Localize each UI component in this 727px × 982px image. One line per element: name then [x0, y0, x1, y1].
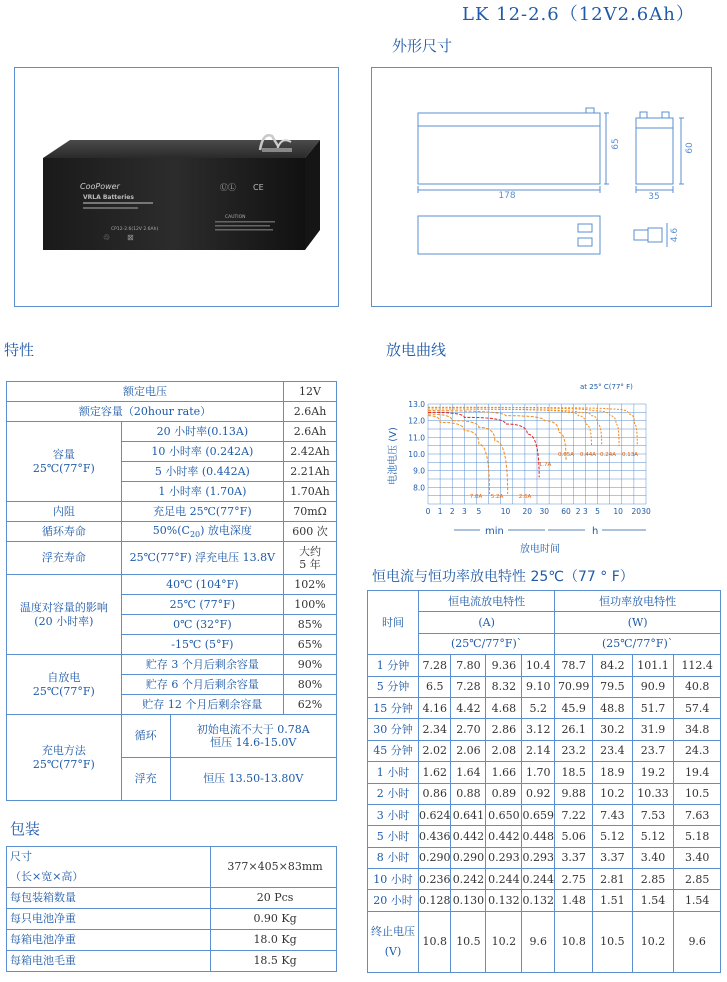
resistance-value: 70mΩ: [284, 502, 337, 522]
current-cell: 6.5: [418, 676, 451, 697]
table-row: [7, 847, 337, 888]
cc-header: 恒电流放电特性: [418, 591, 554, 612]
table-header-row: [368, 633, 721, 654]
current-cell: 0.290: [418, 847, 451, 868]
pack-value: 18.5 Kg: [211, 951, 337, 972]
size-label-2: （长×宽×高）: [10, 870, 84, 883]
y-tick-label: 10.0: [408, 450, 425, 459]
float-life-label: 浮充寿命: [7, 542, 122, 575]
power-cell: 40.8: [674, 676, 721, 697]
table-row: [368, 762, 721, 783]
current-cell: 0.236: [418, 869, 451, 890]
power-cell: 7.43: [593, 804, 633, 825]
cycle-cond-text: 50%(C: [152, 523, 190, 537]
min-axis-label: min: [485, 526, 504, 537]
temp-value: 85%: [284, 615, 337, 635]
cycle-life-label: 循环寿命: [7, 522, 122, 542]
size-label-1: 尺寸: [10, 850, 32, 863]
capacity-label-text: 容量: [52, 448, 75, 462]
capacity-value: 2.42Ah: [284, 442, 337, 462]
self-discharge-value: 90%: [284, 655, 337, 675]
time-cell: 15 分钟: [368, 697, 419, 718]
cp-header: 恒功率放电特性: [555, 591, 721, 612]
dimension-drawing: [372, 68, 711, 306]
time-cell: 3 小时: [368, 804, 419, 825]
y-tick-label: 12.0: [408, 416, 425, 426]
power-cell: 19.2: [632, 762, 674, 783]
current-cell: 0.436: [418, 826, 451, 847]
time-cell: 2 小时: [368, 783, 419, 804]
table-row: [368, 719, 721, 740]
capacity-label-sub: 25℃(77°F): [32, 461, 95, 475]
current-cell: 0.448: [522, 826, 555, 847]
current-cell: 5.2: [522, 697, 555, 718]
packaging-heading: 包装: [10, 820, 41, 838]
power-cell: 23.2: [555, 740, 593, 761]
current-cell: 9.36: [486, 655, 522, 676]
current-cell: 0.244: [522, 869, 555, 890]
table-row: [368, 804, 721, 825]
power-cell: 5.12: [593, 826, 633, 847]
power-cell: 26.1: [555, 719, 593, 740]
dim-height-total: 65: [611, 138, 621, 150]
discharge-chart: [380, 372, 710, 562]
rated-voltage-value: 12V: [284, 382, 337, 402]
self-discharge-text: 自放电: [47, 671, 81, 685]
end-voltage-value: 10.5: [593, 911, 633, 972]
temp-cond: 40℃ (104°F): [121, 575, 283, 595]
temp-value: 102%: [284, 575, 337, 595]
power-cell: 7.53: [632, 804, 674, 825]
cycle-life-cond: [121, 522, 283, 542]
dim-terminal: 4.6: [670, 227, 680, 243]
y-tick-label: 9.0: [413, 466, 425, 476]
power-cell: 45.9: [555, 697, 593, 718]
pack-value: 0.90 Kg: [211, 909, 337, 930]
series-label: 0.44A: [579, 452, 597, 458]
battery-caution: CAUTION: [225, 215, 246, 220]
x-tick-label: 60: [561, 507, 571, 516]
discharge-table-heading: 恒电流与恒功率放电特性 25℃（77 ° F）: [372, 569, 634, 585]
float-value-1: 大约: [299, 544, 322, 558]
current-cell: 2.08: [486, 740, 522, 761]
current-cell: 0.293: [486, 847, 522, 868]
capacity-label: [7, 422, 122, 502]
current-cell: 1.62: [418, 762, 451, 783]
pack-label: 每箱电池毛重: [7, 951, 211, 972]
current-cell: 7.28: [451, 676, 486, 697]
power-cell: 2.85: [632, 869, 674, 890]
power-cell: 31.9: [632, 719, 674, 740]
self-discharge-label: [7, 655, 122, 715]
current-cell: 4.42: [451, 697, 486, 718]
power-cell: 5.06: [555, 826, 593, 847]
table-row: [368, 783, 721, 804]
x-tick-label: 10: [500, 507, 511, 516]
current-cell: 4.68: [486, 697, 522, 718]
rated-capacity-value: 2.6Ah: [284, 402, 337, 422]
current-cell: 3.12: [522, 719, 555, 740]
end-voltage-row: [368, 911, 721, 972]
current-cell: 0.89: [486, 783, 522, 804]
time-cell: 5 小时: [368, 826, 419, 847]
temp-value: 65%: [284, 635, 337, 655]
temp-label-text: 温度对容量的影响: [19, 601, 108, 615]
float-life-cond: 25℃(77°F) 浮充电压 13.8V: [121, 542, 283, 575]
current-cell: 2.14: [522, 740, 555, 761]
series-label: 0.65A: [557, 452, 575, 458]
time-cell: 8 小时: [368, 847, 419, 868]
temp-cond: 25℃ (77°F): [121, 595, 283, 615]
float-life-value: [284, 542, 337, 575]
cycle-life-value: 600 次: [284, 522, 337, 542]
power-cell: 18.5: [555, 762, 593, 783]
self-discharge-value: 62%: [284, 695, 337, 715]
current-cell: 1.66: [486, 762, 522, 783]
discharge-chart-svg: [380, 372, 710, 562]
power-cell: 2.85: [674, 869, 721, 890]
y-tick-label: 11.0: [408, 433, 425, 443]
series-label: 0.24A: [599, 452, 617, 458]
current-cell: 0.650: [486, 804, 522, 825]
table-row: [368, 740, 721, 761]
power-cell: 2.75: [555, 869, 593, 890]
power-cell: 78.7: [555, 655, 593, 676]
pack-value: 18.0 Kg: [211, 930, 337, 951]
time-header: 时间: [368, 591, 419, 655]
charge-cycle-label: 循环: [121, 715, 170, 758]
power-cell: 34.8: [674, 719, 721, 740]
table-row: [7, 422, 337, 442]
capacity-cond: 20 小时率(0.13A): [121, 422, 283, 442]
x-tick-label: 2: [575, 507, 581, 516]
table-row: [7, 930, 337, 951]
dim-height-body: 60: [685, 142, 695, 154]
battery-photo-frame: [14, 67, 339, 307]
table-row: [368, 869, 721, 890]
dimensions-heading: 外形尺寸: [392, 37, 453, 55]
end-voltage-value: 10.2: [632, 911, 674, 972]
charge-float-value: 恒压 13.50-13.80V: [170, 758, 336, 801]
capacity-value: 2.6Ah: [284, 422, 337, 442]
current-cell: 7.28: [418, 655, 451, 676]
power-cell: 2.81: [593, 869, 633, 890]
size-value: 377×405×83mm: [211, 847, 337, 888]
current-cell: 1.70: [522, 762, 555, 783]
size-label: [7, 847, 211, 888]
current-cell: 2.86: [486, 719, 522, 740]
table-row: [7, 909, 337, 930]
time-cell: 5 分钟: [368, 676, 419, 697]
capacity-cond: 10 小时率 (0.242A): [121, 442, 283, 462]
float-value-2: 5 年: [299, 558, 321, 571]
cycle-cond-end: ) 放电深度: [200, 523, 252, 537]
power-cell: 51.7: [632, 697, 674, 718]
current-cell: 0.442: [451, 826, 486, 847]
pack-value: 20 Pcs: [211, 888, 337, 909]
capacity-value: 2.21Ah: [284, 462, 337, 482]
end-voltage-value: 10.8: [418, 911, 451, 972]
table-row: [7, 522, 337, 542]
power-cell: 30.2: [593, 719, 633, 740]
power-cell: 3.37: [593, 847, 633, 868]
battery-brand: CooPower: [80, 182, 120, 191]
series-label: 7.8A: [469, 494, 483, 500]
power-cell: 9.88: [555, 783, 593, 804]
temp-effect-label: [7, 575, 122, 655]
x-tick-label: 0: [425, 507, 431, 516]
pack-label: 每包装箱数量: [7, 888, 211, 909]
battery-series: VRLA Batteries: [83, 194, 134, 201]
x-tick-label: 2: [449, 507, 455, 516]
ce-mark-icon: CE: [253, 183, 264, 192]
series-line: [428, 409, 592, 446]
time-cell: 30 分钟: [368, 719, 419, 740]
power-cell: 79.5: [593, 676, 633, 697]
characteristics-table: [6, 381, 337, 801]
current-cell: 0.293: [522, 847, 555, 868]
end-voltage-text: 终止电压: [370, 924, 415, 938]
table-row: [368, 847, 721, 868]
power-cell: 90.9: [632, 676, 674, 697]
charge-label-sub: 25℃(77°F): [32, 757, 95, 771]
x-tick-label: 30: [539, 507, 550, 516]
table-header-row: [368, 591, 721, 612]
charge-cycle-v1: 初始电流不大于 0.78A: [196, 722, 310, 736]
current-cell: 1.64: [451, 762, 486, 783]
series-label: 5.2A: [490, 494, 504, 500]
power-cell: 3.37: [555, 847, 593, 868]
power-cell: 23.7: [632, 740, 674, 761]
series-label: 2.6A: [518, 494, 532, 500]
page-title: LK 12-2.6（12V2.6Ah）: [462, 4, 695, 25]
capacity-cond: 1 小时率 (1.70A): [121, 482, 283, 502]
power-cell: 10.2: [593, 783, 633, 804]
table-row: [7, 542, 337, 575]
series-line: [428, 407, 619, 445]
x-tick-label: 20: [631, 507, 642, 516]
charge-float-label: 浮充: [121, 758, 170, 801]
current-cell: 2.02: [418, 740, 451, 761]
discharge-curve-heading: 放电曲线: [386, 341, 447, 359]
chart-ylabel: 电池电压 (V): [388, 427, 399, 485]
current-cell: 0.128: [418, 890, 451, 911]
table-row: [368, 676, 721, 697]
table-row: [7, 402, 337, 422]
x-tick-label: 10: [613, 507, 623, 516]
dimensions-frame: [371, 67, 712, 307]
battery-model: CP12-2.6(12V 2.6Ah): [111, 227, 159, 232]
current-cell: 8.32: [486, 676, 522, 697]
power-cell: 48.8: [593, 697, 633, 718]
charge-cycle-value: [170, 715, 336, 758]
x-tick-label: 5: [595, 507, 600, 516]
x-tick-label: 30: [641, 507, 651, 516]
current-cell: 2.06: [451, 740, 486, 761]
rated-voltage-label: 额定电压: [7, 382, 284, 402]
power-cell: 101.1: [632, 655, 674, 676]
x-tick-label: 3: [583, 507, 588, 516]
table-row: [368, 655, 721, 676]
current-cell: 0.442: [486, 826, 522, 847]
power-cell: 112.4: [674, 655, 721, 676]
power-cell: 70.99: [555, 676, 593, 697]
power-cell: 5.18: [674, 826, 721, 847]
power-cell: 5.12: [632, 826, 674, 847]
end-voltage-value: 10.2: [486, 911, 522, 972]
current-cell: 2.70: [451, 719, 486, 740]
cc-unit: (A): [418, 612, 554, 633]
current-cell: 0.92: [522, 783, 555, 804]
time-cell: 1 分钟: [368, 655, 419, 676]
self-discharge-cond: 贮存 12 个月后剩余容量: [121, 695, 283, 715]
self-discharge-cond: 贮存 3 个月后剩余容量: [121, 655, 283, 675]
end-voltage-value: 9.6: [522, 911, 555, 972]
power-cell: 7.63: [674, 804, 721, 825]
end-voltage-value: 10.5: [451, 911, 486, 972]
temp-cond: -15℃ (5°F): [121, 635, 283, 655]
power-cell: 1.54: [632, 890, 674, 911]
power-cell: 1.48: [555, 890, 593, 911]
chart-annotation: at 25° C(77° F): [580, 383, 633, 391]
current-cell: 0.641: [451, 804, 486, 825]
current-cell: 0.244: [486, 869, 522, 890]
y-tick-label: 13.0: [408, 400, 425, 409]
power-cell: 19.4: [674, 762, 721, 783]
table-row: [7, 575, 337, 595]
self-discharge-cond: 贮存 6 个月后剩余容量: [121, 675, 283, 695]
series-line: [428, 409, 602, 446]
pack-label: 每箱电池净重: [7, 930, 211, 951]
cp-unit: (W): [555, 612, 721, 633]
end-voltage-unit: (V): [384, 944, 402, 958]
end-voltage-value: 9.6: [674, 911, 721, 972]
series-line: [428, 407, 637, 445]
self-discharge-value: 80%: [284, 675, 337, 695]
packaging-table: [6, 846, 337, 972]
capacity-value: 1.70Ah: [284, 482, 337, 502]
hour-axis-label: h: [592, 526, 599, 537]
time-cell: 10 小时: [368, 869, 419, 890]
table-row: [7, 715, 337, 758]
temp-label-sub: (20 小时率): [34, 614, 94, 628]
bin-icon: ⊠: [127, 233, 134, 242]
x-tick-label: 3: [461, 507, 467, 516]
pack-label: 每只电池净重: [7, 909, 211, 930]
resistance-cond: 充足电 25℃(77°F): [121, 502, 283, 522]
self-discharge-sub: 25℃(77°F): [32, 684, 95, 698]
x-tick-label: 1: [437, 507, 443, 516]
table-row: [7, 502, 337, 522]
current-cell: 0.290: [451, 847, 486, 868]
current-cell: 0.242: [451, 869, 486, 890]
series-line: [428, 411, 566, 461]
table-row: [368, 890, 721, 911]
current-cell: 0.132: [522, 890, 555, 911]
table-row: [7, 382, 337, 402]
cp-temp: (25℃/77°F)`: [555, 633, 721, 654]
power-cell: 10.5: [674, 783, 721, 804]
current-cell: 0.624: [418, 804, 451, 825]
charge-cycle-v2: 恒压 14.6-15.0V: [210, 736, 297, 749]
discharge-table: [367, 590, 721, 973]
series-label: 1.7A: [538, 462, 552, 468]
power-cell: 24.3: [674, 740, 721, 761]
charge-method-label: [7, 715, 122, 801]
temp-value: 100%: [284, 595, 337, 615]
charge-label-text: 充电方法: [41, 744, 86, 758]
rated-capacity-label: 额定容量（20hour rate）: [7, 402, 284, 422]
end-voltage-label: [368, 911, 419, 972]
resistance-label: 内阻: [7, 502, 122, 522]
current-cell: 0.86: [418, 783, 451, 804]
table-row: [7, 951, 337, 972]
table-row: [368, 826, 721, 847]
dim-width: 35: [648, 192, 660, 202]
time-cell: 45 分钟: [368, 740, 419, 761]
current-cell: 2.34: [418, 719, 451, 740]
capacity-cond: 5 小时率 (0.442A): [121, 462, 283, 482]
table-row: [368, 697, 721, 718]
power-cell: 18.9: [593, 762, 633, 783]
power-cell: 23.4: [593, 740, 633, 761]
power-cell: 10.33: [632, 783, 674, 804]
table-row: [7, 888, 337, 909]
cycle-cond-sub: 20: [189, 529, 201, 539]
x-tick-label: 5: [476, 507, 482, 516]
power-cell: 3.40: [674, 847, 721, 868]
current-cell: 9.10: [522, 676, 555, 697]
time-cell: 20 小时: [368, 890, 419, 911]
power-cell: 84.2: [593, 655, 633, 676]
current-cell: 4.16: [418, 697, 451, 718]
characteristics-heading: 特性: [4, 341, 35, 359]
current-cell: 0.132: [486, 890, 522, 911]
current-cell: 0.659: [522, 804, 555, 825]
current-cell: 7.80: [451, 655, 486, 676]
x-tick-label: 20: [522, 507, 533, 516]
recycle-icon: ♲: [103, 233, 111, 242]
temp-cond: 0℃ (32°F): [121, 615, 283, 635]
current-cell: 0.88: [451, 783, 486, 804]
chart-xlabel: 放电时间: [520, 544, 560, 555]
power-cell: 57.4: [674, 697, 721, 718]
current-cell: 0.130: [451, 890, 486, 911]
power-cell: 1.54: [674, 890, 721, 911]
cc-temp: (25℃/77°F)`: [418, 633, 554, 654]
series-label: 0.13A: [621, 452, 639, 458]
ul-mark-icon: ⓊⓁ: [220, 183, 236, 192]
power-cell: 3.40: [632, 847, 674, 868]
battery-photo: [15, 68, 338, 306]
time-cell: 1 小时: [368, 762, 419, 783]
table-header-row: [368, 612, 721, 633]
end-voltage-value: 10.8: [555, 911, 593, 972]
dim-length: 178: [498, 191, 516, 201]
table-row: [7, 655, 337, 675]
y-tick-label: 8.0: [413, 483, 425, 493]
power-cell: 1.51: [593, 890, 633, 911]
current-cell: 10.4: [522, 655, 555, 676]
power-cell: 7.22: [555, 804, 593, 825]
